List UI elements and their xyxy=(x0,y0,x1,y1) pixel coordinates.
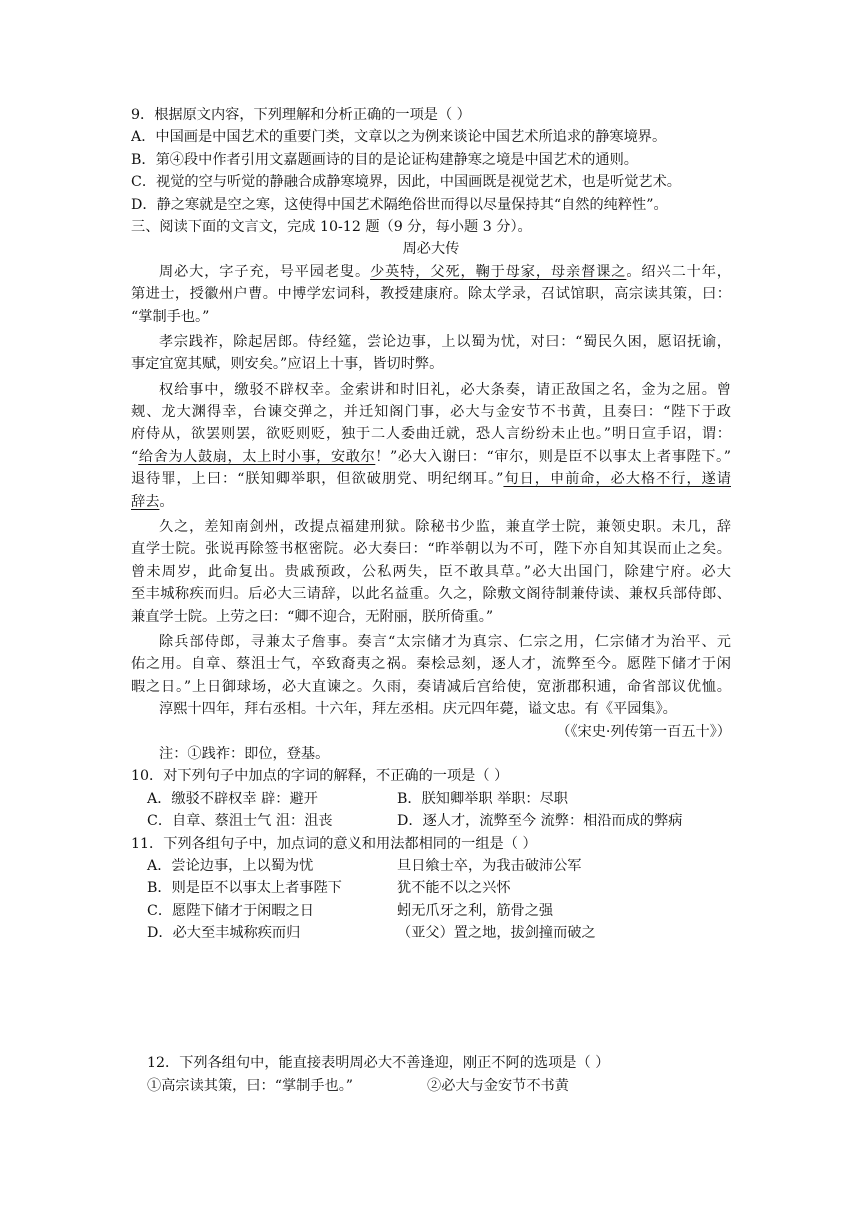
question-11-option-d xyxy=(131,922,731,944)
underlined-sentence-3-end: 辞去 xyxy=(131,493,160,510)
text-span: 周必大，字子充，号平园老叟。 xyxy=(159,263,371,280)
passage-line: 兼直学士院。上劳之曰：“卿不迎合，无附丽，朕所倚重。” xyxy=(131,608,494,625)
passage-line xyxy=(131,491,731,513)
question-10-option-c: C．自章、蔡沮士气 沮：沮丧 xyxy=(147,813,333,830)
question-11-option-b xyxy=(131,877,731,899)
question-12-option-1: ①高宗读其策，曰：“掌制手也。” xyxy=(147,1077,354,1094)
passage-line: 久之，差知南剑州，改提点福建刑狱。除秘书少监，兼直学士院，兼领史职。未几，辞 xyxy=(159,519,731,536)
question-11-d-left: D．必大至丰城称疾而归 xyxy=(147,925,301,942)
question-11-c-right: 蚓无爪牙之利，筋骨之强 xyxy=(397,902,554,919)
question-11-b-left: B．则是臣不以事太上者事陛下 xyxy=(147,880,342,897)
passage-paragraph-1 xyxy=(131,261,731,328)
passage-line: 事定宜宽其赋，则安矣。”应诏上十事，皆切时弊。 xyxy=(131,356,444,373)
passage-line: 第进士，授徽州户曹。中博学宏词科，教授建康府。除太学录，召试馆职，高宗读其策，曰： xyxy=(131,286,731,303)
text-span: 。 xyxy=(159,493,174,510)
passage-line: 佑之用。自章、蔡沮士气，卒致裔夷之祸。秦桧忌刻，逐人才，流弊至今。愿陛下储才于闲 xyxy=(131,656,731,673)
text-span: 。绍兴二十年， xyxy=(626,263,731,280)
passage-paragraph-5 xyxy=(131,631,731,698)
passage-line: 暇之日。”上日御球场，必大直谏之。久雨，奏请减后宫给使，宽浙郡积逋，命省部议优恤。 xyxy=(131,678,731,695)
passage-line: 孝宗践祚，除起居郎。侍经筵，尝论边事，上以蜀为忧，对曰：“蜀民久困，愿诏抚谕， xyxy=(159,333,731,350)
question-10-stem: 10．对下列句子中加点的字词的解释，不正确的一项是（ ） xyxy=(131,768,509,785)
passage-line: 权给事中，缴驳不辟权幸。金索讲和时旧礼，必大条奏，请正敌国之名，金为之屈。曾 xyxy=(159,381,731,398)
question-11-a-left: A．尝论边事，上以蜀为忧 xyxy=(147,857,314,874)
question-10-row-2 xyxy=(131,810,731,832)
passage-paragraph-6: 淳熙十四年，拜右丞相。十六年，拜左丞相。庆元四年薨，谥文忠。有《平园集》。 xyxy=(159,701,677,718)
question-11-c-left: C．愿陛下储才于闲暇之日 xyxy=(147,902,314,919)
passage-paragraph-4 xyxy=(131,516,731,628)
question-12-stem: 12．下列各组句中，能直接表明周必大不善逢迎，刚正不阿的选项是（ ） xyxy=(147,1055,610,1072)
question-11-option-c xyxy=(131,900,731,922)
underlined-sentence-1: 少英特，父死，鞠于母家，母亲督课之 xyxy=(370,263,627,280)
passage-line xyxy=(131,261,731,283)
text-span: 退待罪，上曰：“朕知卿举职，但欲破朋党、明纪纲耳。” xyxy=(131,471,504,488)
passage-line: 府侍从，欲罢则罢，欲贬则贬，独于二人委曲迁就，恐人言纷纷未止也。”明日宣手诏，谓： xyxy=(131,426,731,443)
section-3-heading: 三、阅读下面的文言文，完成 10-12 题（9 分，每小题 3 分）。 xyxy=(131,218,532,235)
question-11-d-right: （亚父）置之地，拔剑撞而破之 xyxy=(397,925,596,942)
question-9-option-c: C．视觉的空与听觉的静融合成静寒境界，因此，中国画既是视觉艺术，也是听觉艺术。 xyxy=(131,174,681,191)
passage-source: （《宋史·列传第一百五十》） xyxy=(556,723,731,740)
question-9-option-d: D．静之寒就是空之寒，这使得中国艺术隔绝俗世而得以尽量保持其“自然的纯粹性”。 xyxy=(131,196,668,213)
passage-line: 直学士院。张说再除签书枢密院。必大奏曰：“昨举朝以为不可，陛下亦自知其误而止之矣。 xyxy=(131,541,731,558)
underlined-sentence-2: 给舍为人鼓扇，太上时小事，安敢尔 xyxy=(138,448,376,465)
passage-title: 周必大传 xyxy=(402,241,460,258)
question-9-option-b: B．第④段中作者引用文嘉题画诗的目的是论证构建静寒之境是中国艺术的通则。 xyxy=(131,151,638,168)
underlined-sentence-3: 旬日，申前命，必大格不行，遂请 xyxy=(503,471,731,488)
question-10-option-a: A．缴驳不辟权幸 辟：避开 xyxy=(147,790,318,807)
passage-line xyxy=(131,446,731,468)
passage-line: 觌、龙大渊得幸，台谏交弹之，并迁知阁门事，必大与金安节不书黄，且奏曰：“陛下于政 xyxy=(131,404,731,421)
passage-paragraph-2 xyxy=(131,331,731,376)
passage-line: 除兵部侍郎，寻兼太子詹事。奏言“太宗储才为真宗、仁宗之用，仁宗储才为治平、元 xyxy=(159,633,731,650)
document-page xyxy=(131,104,731,1097)
text-span: “ xyxy=(131,448,139,465)
question-11-stem: 11．下列各组句子中，加点词的意义和用法都相同的一组是（ ） xyxy=(131,835,537,852)
text-span: ！”必大入谢曰：“审尔，则是臣不以事太上者事陛下。” xyxy=(375,448,731,465)
passage-line xyxy=(131,468,731,490)
question-9-stem: 9．根据原文内容，下列理解和分析正确的一项是（ ） xyxy=(131,107,471,123)
question-12-options-row xyxy=(131,1075,731,1097)
question-10-row-1 xyxy=(131,788,731,810)
question-10-option-b: B．朕知卿举职 举职：尽职 xyxy=(397,790,568,807)
question-11-option-a xyxy=(131,855,731,877)
passage-line: 至丰城称疾而归。后必大三请辞，以此名益重。久之，除敷文阁待制兼侍读、兼权兵部侍郎、 xyxy=(131,586,731,603)
question-12-option-2: ②必大与金安节不书黄 xyxy=(427,1077,569,1094)
question-11-b-right: 犹不能不以之兴怀 xyxy=(397,880,511,897)
passage-paragraph-3 xyxy=(131,379,731,513)
passage-line: 曾未周岁，此命复出。贵戚预政，公私两失，臣不敢具草。”必大出国门，除建宁府。必大 xyxy=(131,563,731,580)
question-9-option-a: A．中国画是中国艺术的重要门类，文章以之为例来谈论中国艺术所追求的静寒境界。 xyxy=(131,129,667,146)
question-10-option-d: D．逐人才，流弊至今 流弊：相沿而成的弊病 xyxy=(397,813,683,830)
passage-note: 注：①践祚：即位，登基。 xyxy=(159,745,330,762)
passage-line: “掌制手也。” xyxy=(131,308,210,325)
question-11-a-right: 旦日飨士卒，为我击破沛公军 xyxy=(397,857,582,874)
